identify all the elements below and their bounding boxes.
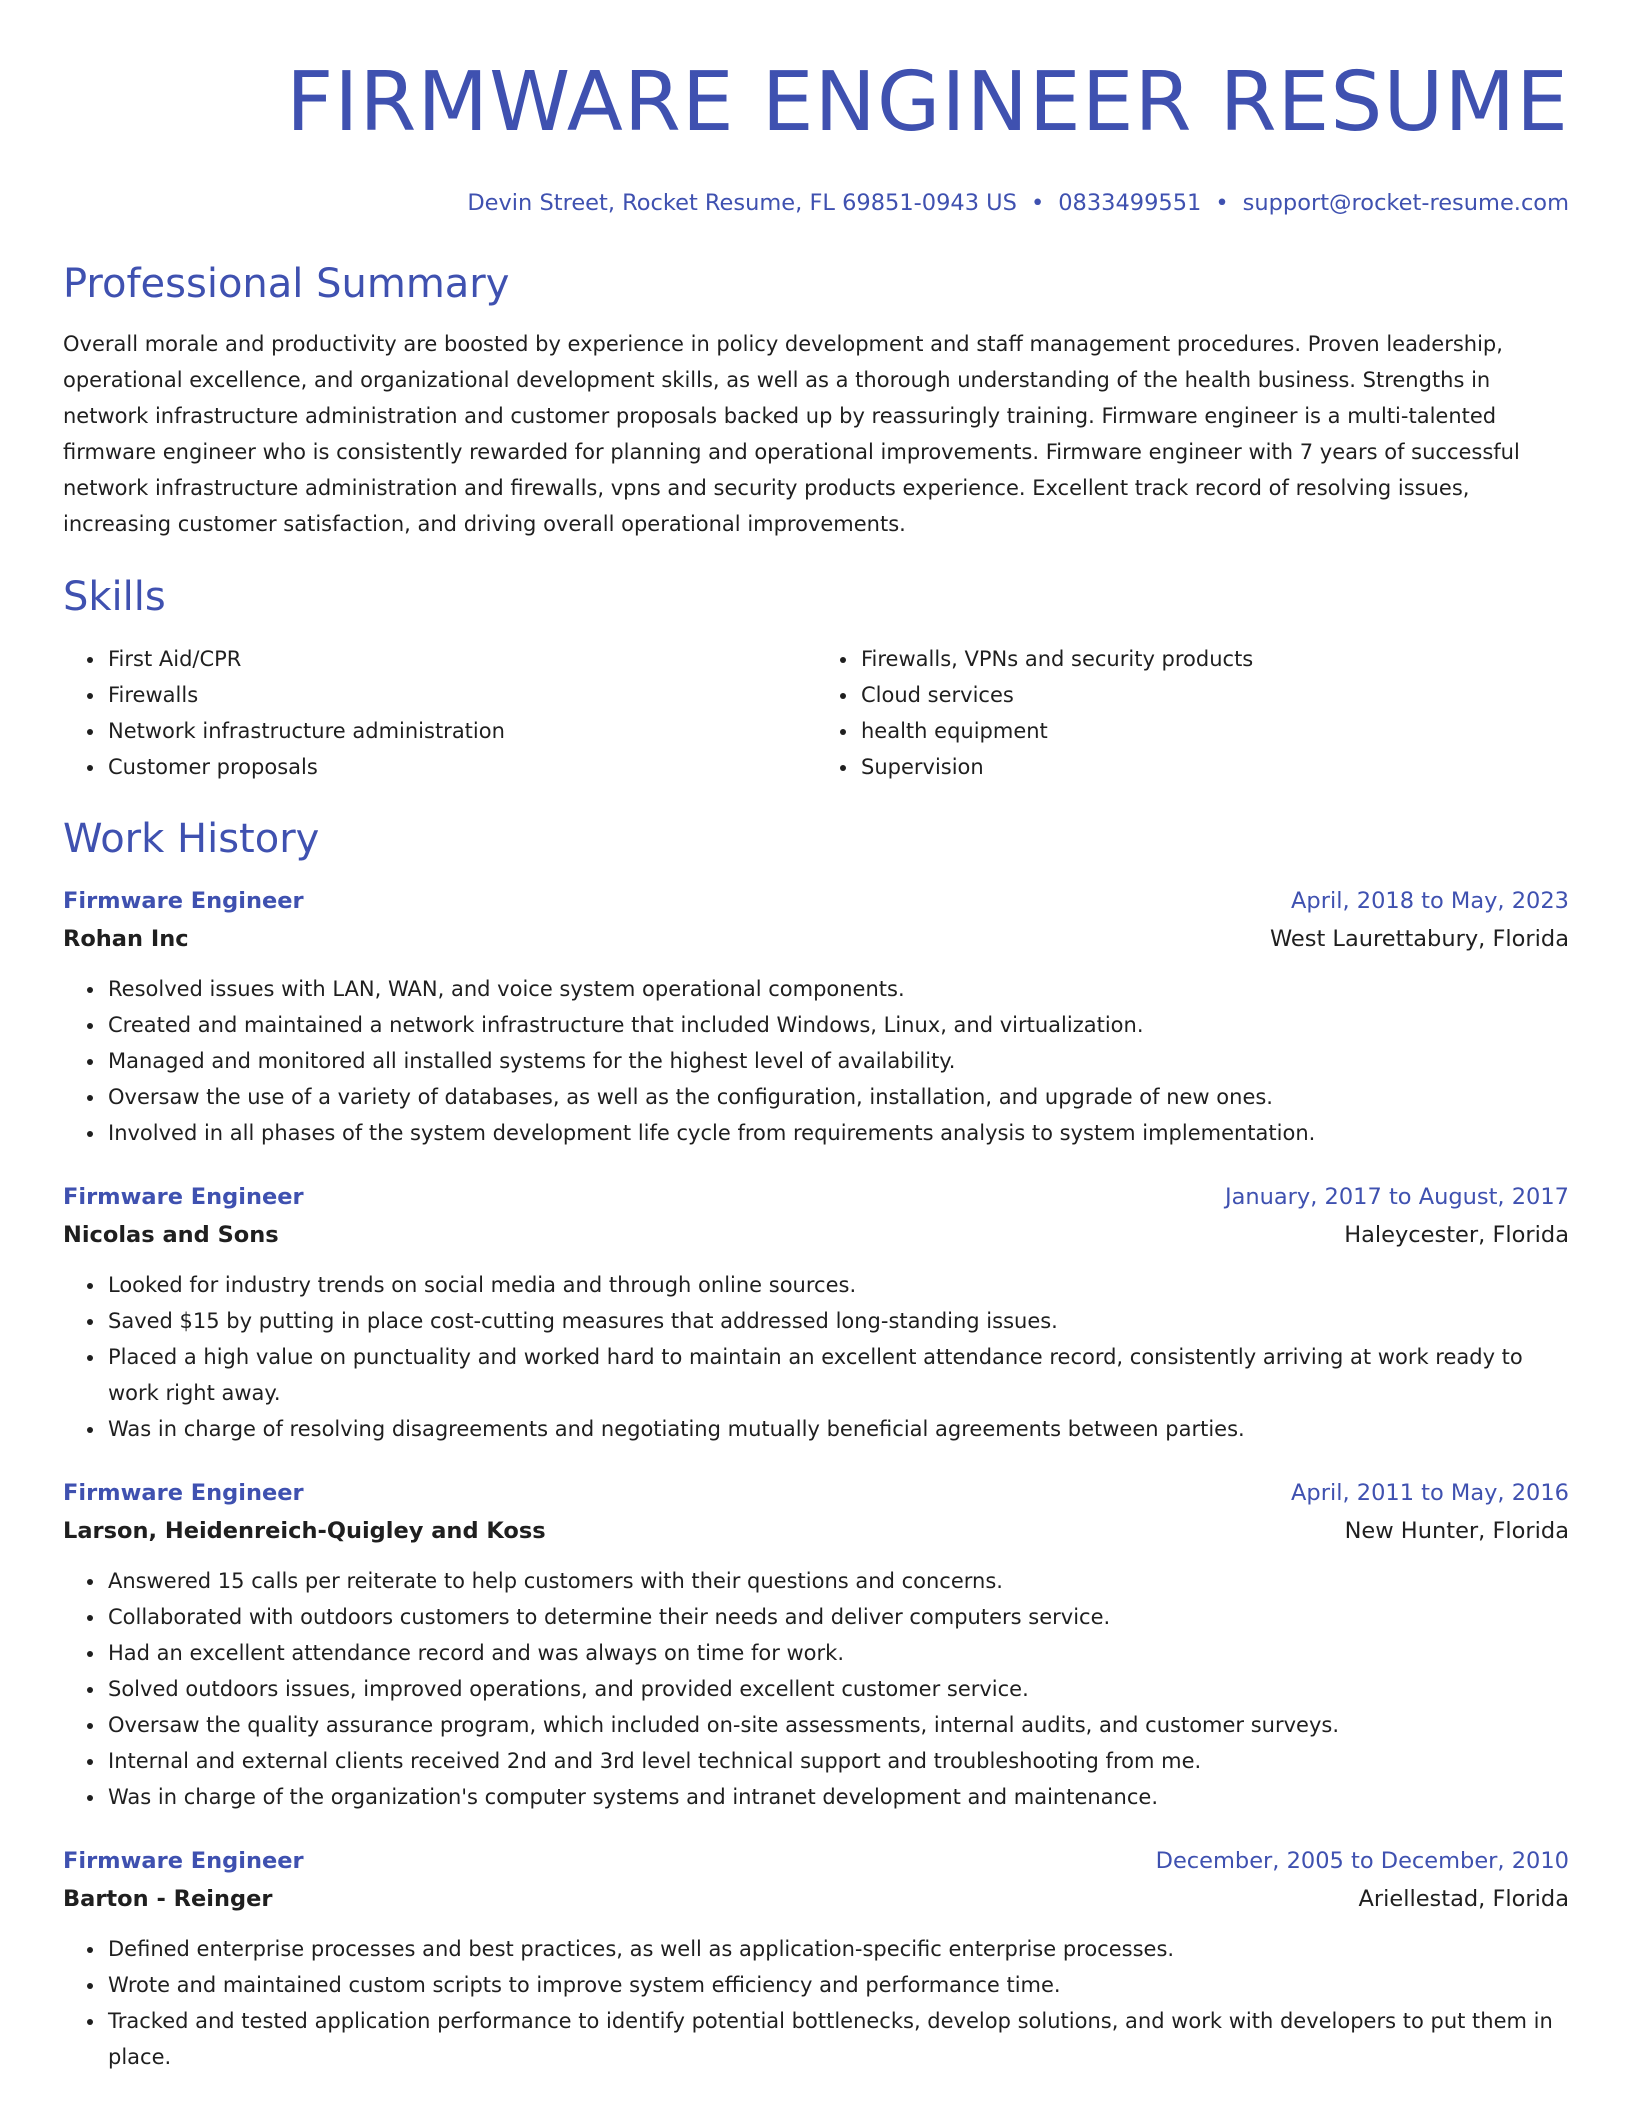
skills-column-right bbox=[816, 641, 1569, 785]
job-bullet: • Resolved issues with LAN, WAN, and voice system operational components. bbox=[106, 971, 1569, 1007]
job-entry bbox=[63, 1475, 1569, 1815]
contact-phone: 0833499551 bbox=[1058, 190, 1202, 216]
work-history-heading: Work History bbox=[63, 816, 320, 862]
job-dates: January, 2017 to August, 2017 bbox=[1224, 1184, 1569, 1210]
resume-header bbox=[0, 0, 1632, 218]
job-role: Firmware Engineer bbox=[63, 888, 304, 914]
job-bullet: • Looked for industry trends on social media and through online sources. bbox=[106, 1267, 1569, 1303]
job-dates: April, 2018 to May, 2023 bbox=[1291, 888, 1569, 914]
job-company: Barton - Reinger bbox=[63, 1886, 273, 1912]
job-dates: December, 2005 to December, 2010 bbox=[1155, 1848, 1569, 1874]
job-location: Haleycester, Florida bbox=[1344, 1222, 1569, 1248]
job-entry bbox=[63, 1843, 1569, 2075]
job-bullets bbox=[63, 1563, 1569, 1815]
job-header-row bbox=[63, 1843, 1569, 1879]
summary-heading: Professional Summary bbox=[63, 261, 510, 307]
job-bullet: • Created and maintained a network infrastructure that included Windows, Linux, and virtualization. bbox=[106, 1007, 1569, 1043]
resume-content bbox=[0, 260, 1632, 2075]
job-dates: April, 2011 to May, 2016 bbox=[1291, 1480, 1569, 1506]
job-role: Firmware Engineer bbox=[63, 1480, 304, 1506]
skills-grid bbox=[63, 641, 1569, 785]
summary-text: Overall morale and productivity are boosted by experience in policy development and staff management procedures. Proven leadership, operational excellence, and organizational development skills, as well as a thorough understanding of the health business. Strengths in network infrastructure administration and customer proposals backed up by reassuringly training. Firmware engineer is a multi-talented firmware engineer who is consistently rewarded for planning and operational improvements. Firmware engineer with 7 years of successful network infrastructure administration and firewalls, vpns and security products experience. Excellent track record of resolving issues, increasing customer satisfaction, and driving overall operational improvements. bbox=[63, 332, 1520, 536]
job-company: Larson, Heidenreich-Quigley and Koss bbox=[63, 1518, 546, 1544]
job-header-row bbox=[63, 1179, 1569, 1215]
job-bullet: • Oversaw the use of a variety of databases, as well as the configuration, installation, and upgrade of new ones. bbox=[106, 1079, 1569, 1115]
job-role: Firmware Engineer bbox=[63, 1848, 304, 1874]
skill-item: • Firewalls bbox=[106, 677, 816, 713]
contact-address: Devin Street, Rocket Resume, FL 69851-0943 US bbox=[467, 190, 1017, 216]
contact-separator: • bbox=[1030, 190, 1045, 216]
skills-heading: Skills bbox=[63, 574, 166, 620]
job-bullets bbox=[63, 971, 1569, 1151]
job-location: West Laurettabury, Florida bbox=[1269, 926, 1569, 952]
contact-email: support@rocket-resume.com bbox=[1242, 190, 1569, 216]
contact-line bbox=[63, 188, 1569, 218]
skill-item: • Firewalls, VPNs and security products bbox=[859, 641, 1569, 677]
job-company-row bbox=[63, 1879, 1569, 1919]
job-bullet: • Was in charge of the organization's computer systems and intranet development and maintenance. bbox=[106, 1779, 1569, 1815]
skill-item: • Supervision bbox=[859, 749, 1569, 785]
job-bullet: • Solved outdoors issues, improved operations, and provided excellent customer service. bbox=[106, 1671, 1569, 1707]
job-bullet: • Oversaw the quality assurance program, which included on-site assessments, internal audits, and customer surveys. bbox=[106, 1707, 1569, 1743]
job-bullet: • Defined enterprise processes and best practices, as well as application-specific enterprise processes. bbox=[106, 1931, 1569, 1967]
job-bullet: • Managed and monitored all installed systems for the highest level of availability. bbox=[106, 1043, 1569, 1079]
job-bullet: • Had an excellent attendance record and was always on time for work. bbox=[106, 1635, 1569, 1671]
job-bullet: • Tracked and tested application performance to identify potential bottlenecks, develop solutions, and work with developers to put them in place. bbox=[106, 2003, 1569, 2075]
job-role: Firmware Engineer bbox=[63, 1184, 304, 1210]
job-bullet: • Wrote and maintained custom scripts to improve system efficiency and performance time. bbox=[106, 1967, 1569, 2003]
job-company-row bbox=[63, 1511, 1569, 1551]
job-bullet: • Internal and external clients received 2nd and 3rd level technical support and troubleshooting from me. bbox=[106, 1743, 1569, 1779]
job-company: Nicolas and Sons bbox=[63, 1222, 279, 1248]
job-header-row bbox=[63, 883, 1569, 919]
job-entry bbox=[63, 883, 1569, 1151]
job-bullets bbox=[63, 1267, 1569, 1447]
resume-title: FIRMWARE ENGINEER RESUME bbox=[286, 55, 1569, 150]
job-bullet: • Saved $15 by putting in place cost-cutting measures that addressed long-standing issues. bbox=[106, 1303, 1569, 1339]
job-company: Rohan Inc bbox=[63, 926, 189, 952]
skill-item: • First Aid/CPR bbox=[106, 641, 816, 677]
job-bullet: • Answered 15 calls per reiterate to help customers with their questions and concerns. bbox=[106, 1563, 1569, 1599]
job-bullet: • Placed a high value on punctuality and worked hard to maintain an excellent attendance record, consistently arriving at work ready to work right away. bbox=[106, 1339, 1569, 1411]
job-company-row bbox=[63, 919, 1569, 959]
skill-item: • Cloud services bbox=[859, 677, 1569, 713]
job-location: New Hunter, Florida bbox=[1344, 1518, 1569, 1544]
skill-item: • health equipment bbox=[859, 713, 1569, 749]
job-bullets bbox=[63, 1931, 1569, 2075]
skill-item: • Customer proposals bbox=[106, 749, 816, 785]
job-header-row bbox=[63, 1475, 1569, 1511]
job-company-row bbox=[63, 1215, 1569, 1255]
job-bullet: • Involved in all phases of the system development life cycle from requirements analysis to system implementation. bbox=[106, 1115, 1569, 1151]
job-entry bbox=[63, 1179, 1569, 1447]
skills-column-left bbox=[63, 641, 816, 785]
job-bullet: • Collaborated with outdoors customers to determine their needs and deliver computers service. bbox=[106, 1599, 1569, 1635]
job-location: Ariellestad, Florida bbox=[1358, 1886, 1569, 1912]
contact-separator: • bbox=[1215, 190, 1229, 216]
skill-item: • Network infrastructure administration bbox=[106, 713, 816, 749]
job-bullet: • Was in charge of resolving disagreements and negotiating mutually beneficial agreements between parties. bbox=[106, 1411, 1569, 1447]
